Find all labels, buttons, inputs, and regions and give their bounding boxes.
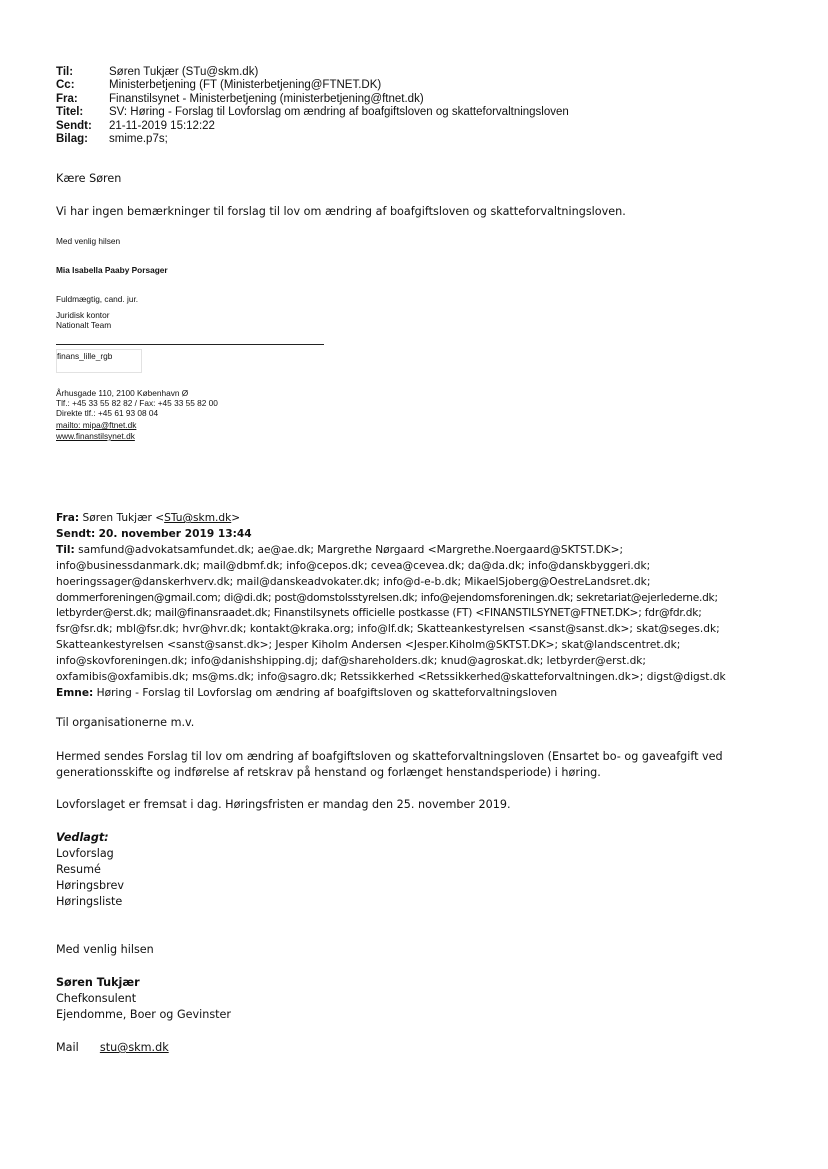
message-para2: Lovforslaget er fremsat i dag. Høringsfristen er mandag den 25. november 2019. [56, 798, 511, 811]
header-key: Sendt: [56, 119, 92, 132]
recipient-list-line: fsr@fsr.dk; mbl@fsr.dk; hvr@hvr.dk; kontakt@kraka.org; info@lf.dk; Skatteankestyrelsen <sanst@sanst.dk>; skat@seges.dk; [56, 623, 720, 636]
forwarded-to-label: Til: [56, 543, 75, 556]
reply-address: Århusgade 110, 2100 København Ø [56, 388, 189, 398]
signature-divider [56, 344, 324, 345]
reply-greeting: Kære Søren [56, 172, 122, 185]
header-key: Bilag: [56, 133, 88, 146]
finanstilsynet-logo-placeholder [56, 349, 142, 373]
forwarded-sent [56, 527, 776, 543]
forwarded-sent-label: Sendt: [56, 527, 96, 540]
header-row-title [56, 106, 776, 119]
recipient-list-line: dommerforeningen@gmail.com; di@di.dk; post@domstolsstyrelsen.dk; info@ejendomsforeningen.dk; sekretariat@ejerlederne.dk; [56, 591, 718, 604]
reply-signer-name: Mia Isabella Paaby Porsager [56, 265, 168, 275]
header-value: Finanstilsynet - Ministerbetjening (ministerbetjening@ftnet.dk) [109, 92, 424, 105]
forwarded-subject-label: Emne: [56, 686, 94, 699]
reply-signer-title: Fuldmægtig, cand. jur. [56, 294, 139, 304]
header-value: SV: Høring - Forslag til Lovforslag om ændring af boafgiftsloven og skatteforvaltningsloven [109, 106, 569, 119]
attachment-item: Lovforslag [56, 847, 114, 860]
recipient-list-line: oxfamibis@oxfamibis.dk; ms@ms.dk; info@sagro.dk; Retssikkerhed <Retssikkerhed@skatteforvaltningen.dk>; digst@digst.dk [56, 671, 726, 684]
message-closing: Med venlig hilsen [56, 943, 154, 956]
header-value: Søren Tukjær (STu@skm.dk) [109, 66, 259, 78]
reply-body: Vi har ingen bemærkninger til forslag til lov om ændring af boafgiftsloven og skatteforvaltningsloven. [56, 205, 626, 218]
header-key: Fra: [56, 92, 78, 105]
sender-mail-link[interactable]: stu@skm.dk [99, 1041, 169, 1054]
sender-mail-label: Mail [56, 1041, 79, 1054]
header-value: smime.p7s; [109, 133, 168, 146]
sender-title: Chefkonsulent [56, 992, 137, 1005]
reply-signer-dept1: Juridisk kontor [56, 310, 110, 320]
reply-direct-phone: Direkte tlf.: +45 61 93 08 04 [56, 408, 159, 418]
recipient-list-line: hoeringssager@danskerhverv.dk; mail@danskeadvokater.dk; info@d-e-b.dk; MikaelSjoberg@OestreLandsret.dk; [56, 575, 651, 588]
sender-mail [56, 1040, 169, 1057]
sender-name: Søren Tukjær [56, 976, 140, 989]
attachment-item: Høringsbrev [56, 879, 124, 892]
reply-mail-link[interactable]: mailto: mipa@ftnet.dk [56, 420, 137, 430]
recipient-list-line: letbyrder@erst.dk; mail@finansraadet.dk; Finanstilsynets officielle postkasse (FT) <FINANSTILSYNET@FTNET.DK>; fdr@fdr.dk; [56, 607, 702, 620]
header-row-to [56, 66, 776, 79]
logo-alt-text: finans_lille_rgb [57, 351, 113, 361]
sender-department: Ejendomme, Boer og Gevinster [56, 1008, 232, 1021]
recipient-list-line: info@skovforeningen.dk; info@danishshipping.dj; daf@shareholders.dk; knud@agroskat.dk; letbyrder@erst.dk; [56, 655, 646, 668]
reply-phone: Tlf.: +45 33 55 82 82 / Fax: +45 33 55 82 00 [56, 398, 218, 408]
header-value: 21-11-2019 15:12:22 [109, 119, 215, 132]
header-value: Ministerbetjening (FT (Ministerbetjening@FTNET.DK) [109, 79, 382, 92]
forwarded-to-line [56, 543, 776, 559]
forwarded-subject [56, 686, 776, 702]
header-key: Til: [56, 66, 74, 78]
forwarded-from-label: Fra: [56, 512, 80, 524]
email-header [56, 66, 776, 146]
reply-closing: Med venlig hilsen [56, 236, 121, 246]
header-row-cc [56, 79, 776, 92]
forwarded-subject-value: Høring - Forslag til Lovforslag om ændring af boafgiftsloven og skatteforvaltningsloven [96, 686, 558, 699]
forwarded-header [56, 511, 776, 702]
header-row-from [56, 93, 776, 106]
reply-web-link[interactable]: www.finanstilsynet.dk [56, 431, 135, 441]
message-para1-line1: Hermed sendes Forslag til lov om ændring af boafgiftsloven og skatteforvaltningsloven (Ensartet bo- og gaveafgift ved [56, 750, 723, 763]
header-row-attachment [56, 133, 776, 146]
attachment-item: Høringsliste [56, 895, 123, 908]
forwarded-from-name: Søren Tukjær < [82, 512, 165, 524]
reply-signer-dept2: Nationalt Team [56, 320, 112, 330]
message-salutation: Til organisationerne m.v. [56, 716, 195, 729]
recipient-list-line: samfund@advokatsamfundet.dk; ae@ae.dk; Margrethe Nørgaard <Margrethe.Noergaard@SKTST.DK>; [78, 543, 624, 556]
header-key: Titel: [56, 106, 84, 119]
header-row-sent [56, 120, 776, 133]
forwarded-from-end: > [231, 512, 241, 524]
recipient-list-line: info@businessdanmark.dk; mail@dbmf.dk; info@cepos.dk; cevea@cevea.dk; da@da.dk; info@danskbyggeri.dk; [56, 559, 651, 572]
forwarded-from [56, 511, 776, 527]
recipient-list-line: Skatteankestyrelsen <sanst@sanst.dk>; Jesper Kiholm Andersen <Jesper.Kiholm@SKTST.DK>; skat@landscentret.dk; [56, 639, 681, 652]
attachments-label: Vedlagt: [56, 831, 109, 844]
message-para1-line2: generationsskifte og indførelse af retskrav på henstand og forlænget henstandsperiode) i høring. [56, 766, 601, 779]
forwarded-sent-value: 20. november 2019 13:44 [98, 527, 252, 540]
forwarded-from-email[interactable]: STu@skm.dk [164, 512, 232, 524]
header-key: Cc: [56, 79, 75, 92]
attachment-item: Resumé [56, 863, 101, 876]
